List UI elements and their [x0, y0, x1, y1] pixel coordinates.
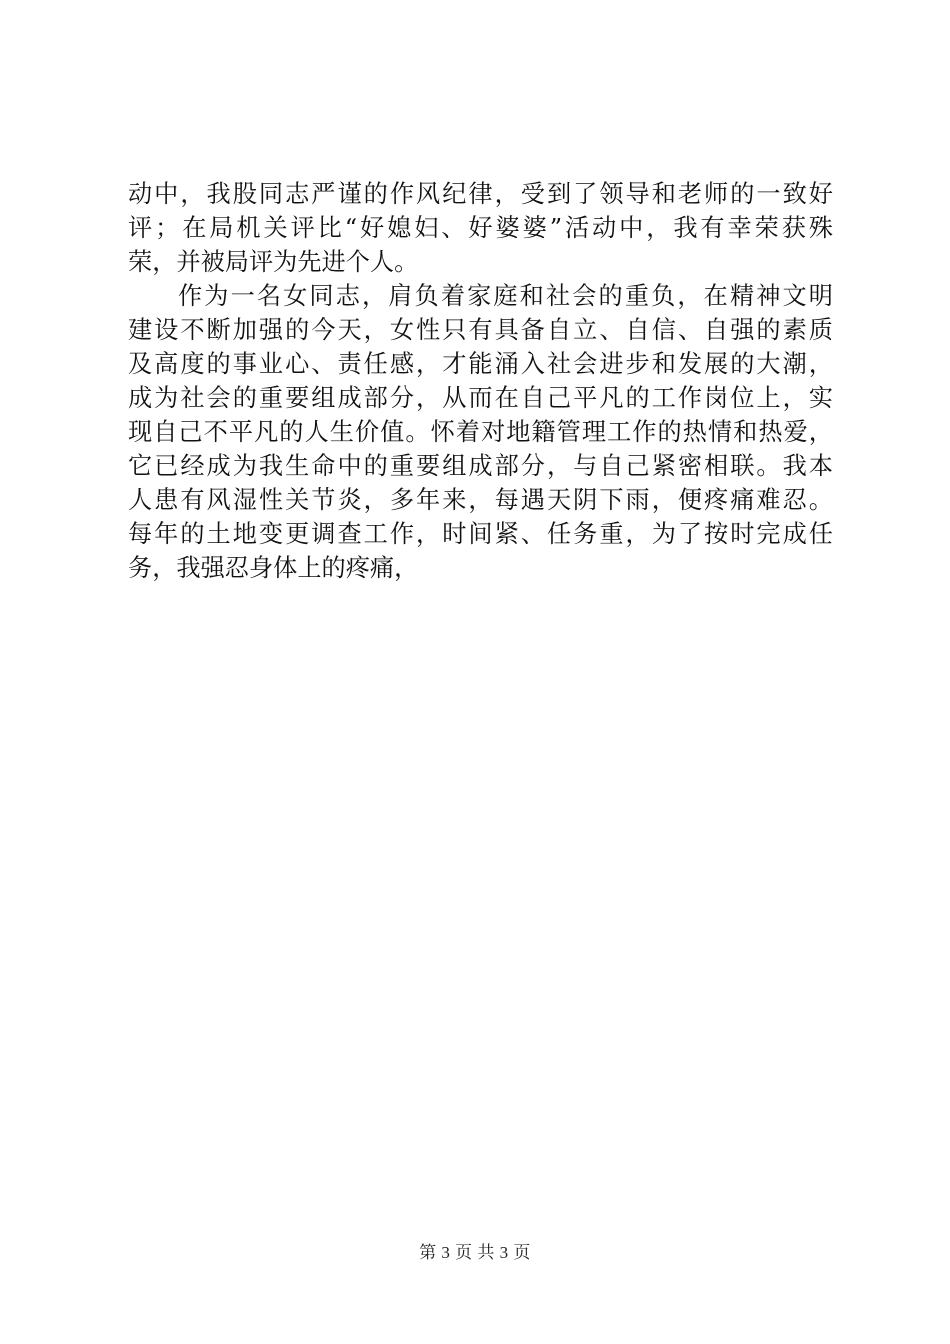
body-text-line-12: 务，我强忍身体上的疼痛，: [128, 554, 419, 582]
body-text-line-5: 建设不断加强的今天，女性只有具备自立、自信、自强的素质: [128, 316, 833, 344]
body-text-line-9: 它已经成为我生命中的重要组成部分，与自己紧密相联。我本: [128, 452, 833, 480]
body-text-line-10: 人患有风湿性关节炎，多年来，每遇天阴下雨，便疼痛难忍。: [128, 486, 833, 514]
page-number-footer: 第 3 页 共 3 页: [419, 1243, 531, 1262]
body-text-line-7: 成为社会的重要组成部分，从而在自己平凡的工作岗位上，实: [128, 384, 833, 412]
body-text-line-2: 评；在局机关评比“好媳妇、好婆婆”活动中，我有幸荣获殊: [128, 214, 833, 242]
body-text-line-6: 及高度的事业心、责任感，才能涌入社会进步和发展的大潮，: [128, 350, 833, 378]
body-text-line-1: 动中，我股同志严谨的作风纪律，受到了领导和老师的一致好: [128, 180, 833, 208]
body-text-line-8: 现自己不平凡的人生价值。怀着对地籍管理工作的热情和热爱，: [128, 418, 833, 446]
body-text-line-3: 荣，并被局评为先进个人。: [128, 248, 419, 276]
body-text-line-4: 作为一名女同志，肩负着家庭和社会的重负，在精神文明: [178, 282, 833, 310]
body-text-line-11: 每年的土地变更调查工作，时间紧、任务重，为了按时完成任: [128, 520, 833, 548]
